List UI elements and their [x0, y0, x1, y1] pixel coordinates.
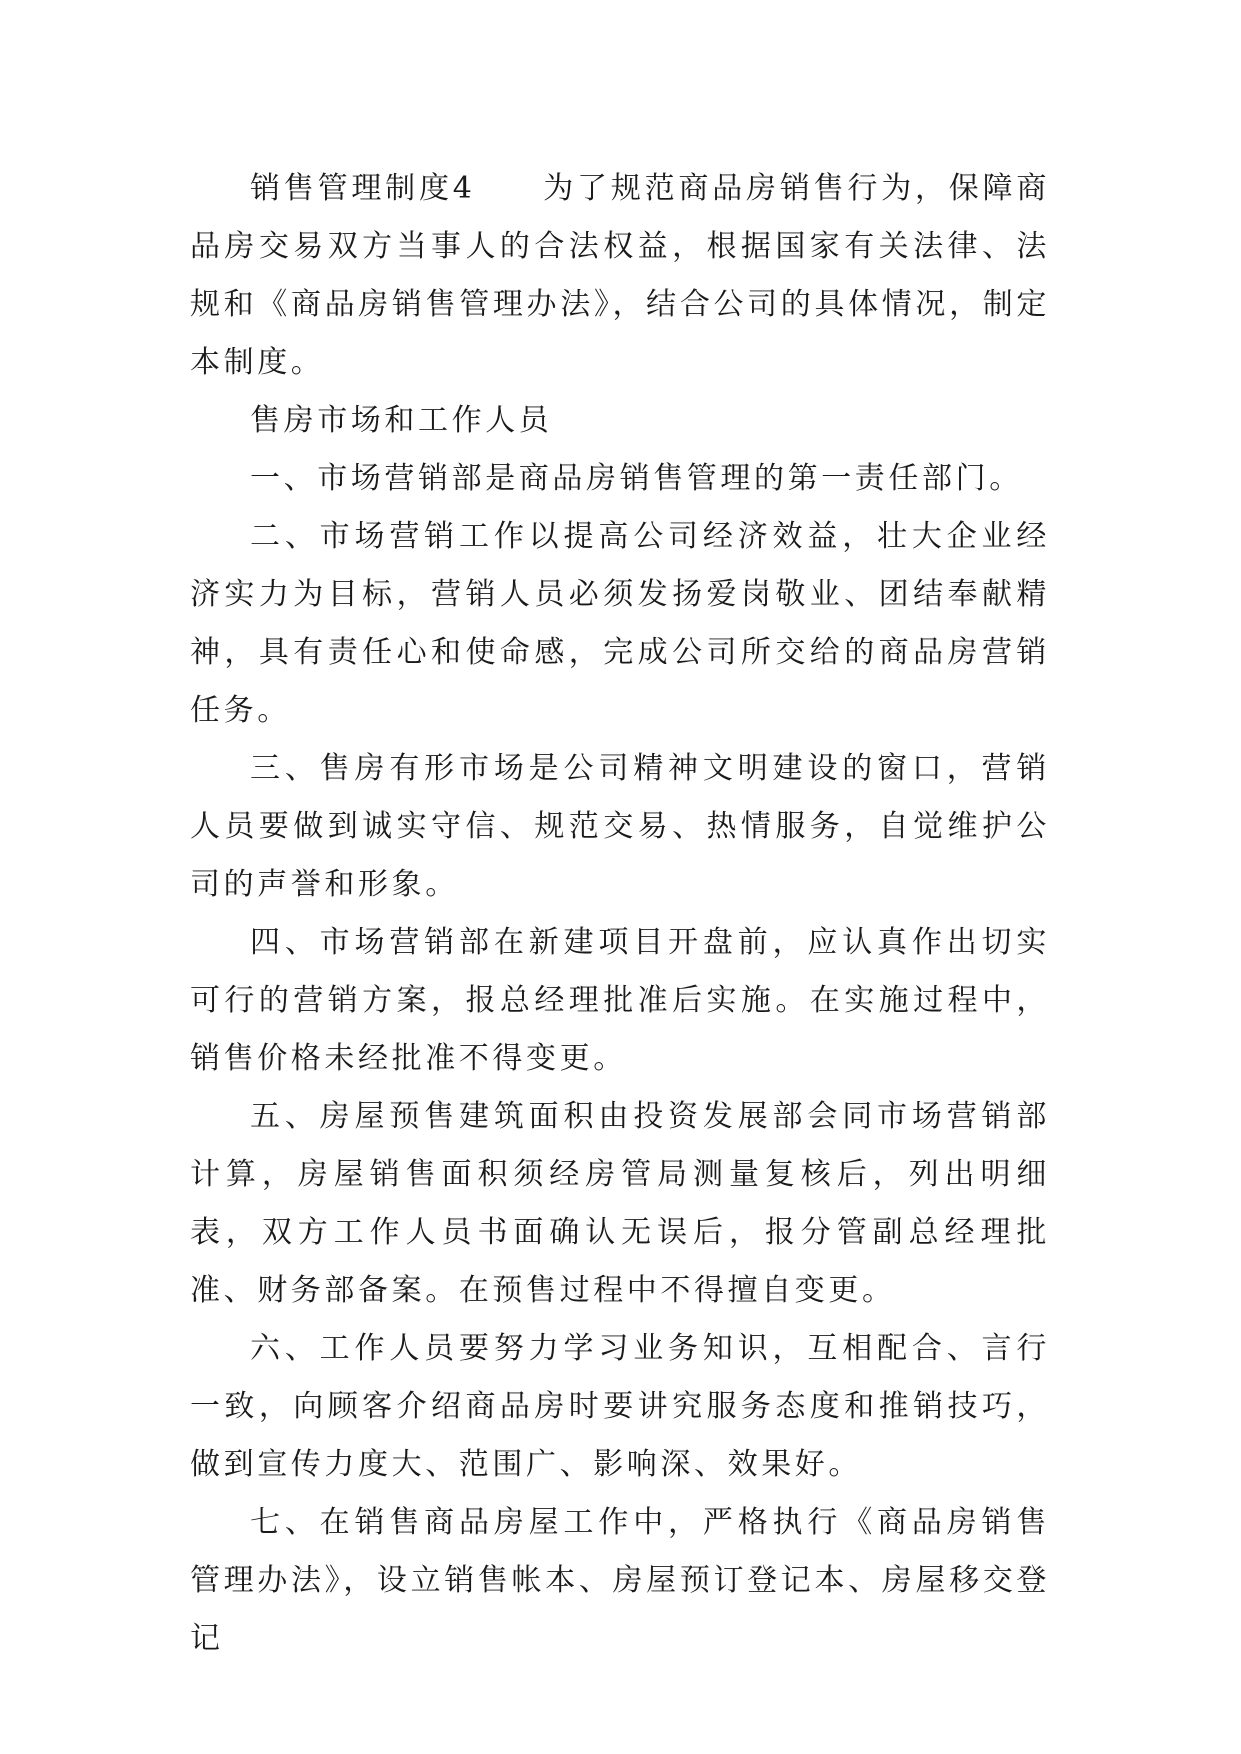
paragraph-intro: 销售管理制度4 为了规范商品房销售行为，保障商品房交易双方当事人的合法权益，根据国家有关法律、法规和《商品房销售管理办法》，结合公司的具体情况，制定本制度。: [190, 171, 1050, 380]
paragraph-item-7: 七、在销售商品房屋工作中，严格执行《商品房销售管理办法》，设立销售帐本、房屋预订登记本、房屋移交登记: [190, 1505, 1050, 1656]
paragraph-item-3: 三、售房有形市场是公司精神文明建设的窗口，营销人员要做到诚实守信、规范交易、热情服务，自觉维护公司的声誉和形象。: [190, 751, 1050, 902]
paragraph-item-2: 二、市场营销工作以提高公司经济效益，壮大企业经济实力为目标，营销人员必须发扬爱岗敬业、团结奉献精神，具有责任心和使命感，完成公司所交给的商品房营销任务。: [190, 519, 1050, 728]
section-heading: 售房市场和工作人员: [250, 403, 553, 438]
paragraph-item-1: 一、市场营销部是商品房销售管理的第一责任部门。: [250, 461, 1023, 496]
paragraph-item-6: 六、工作人员要努力学习业务知识，互相配合、言行一致，向顾客介绍商品房时要讲究服务态度和推销技巧，做到宣传力度大、范围广、影响深、效果好。: [190, 1331, 1050, 1482]
paragraph-item-5: 五、房屋预售建筑面积由投资发展部会同市场营销部计算，房屋销售面积须经房管局测量复核后，列出明细表，双方工作人员书面确认无误后，报分管副总经理批准、财务部备案。在预售过程中不得擅自变更。: [190, 1099, 1050, 1308]
paragraph-item-4: 四、市场营销部在新建项目开盘前，应认真作出切实可行的营销方案，报总经理批准后实施。在实施过程中，销售价格未经批准不得变更。: [190, 925, 1050, 1076]
document-page: [190, 160, 1050, 1668]
